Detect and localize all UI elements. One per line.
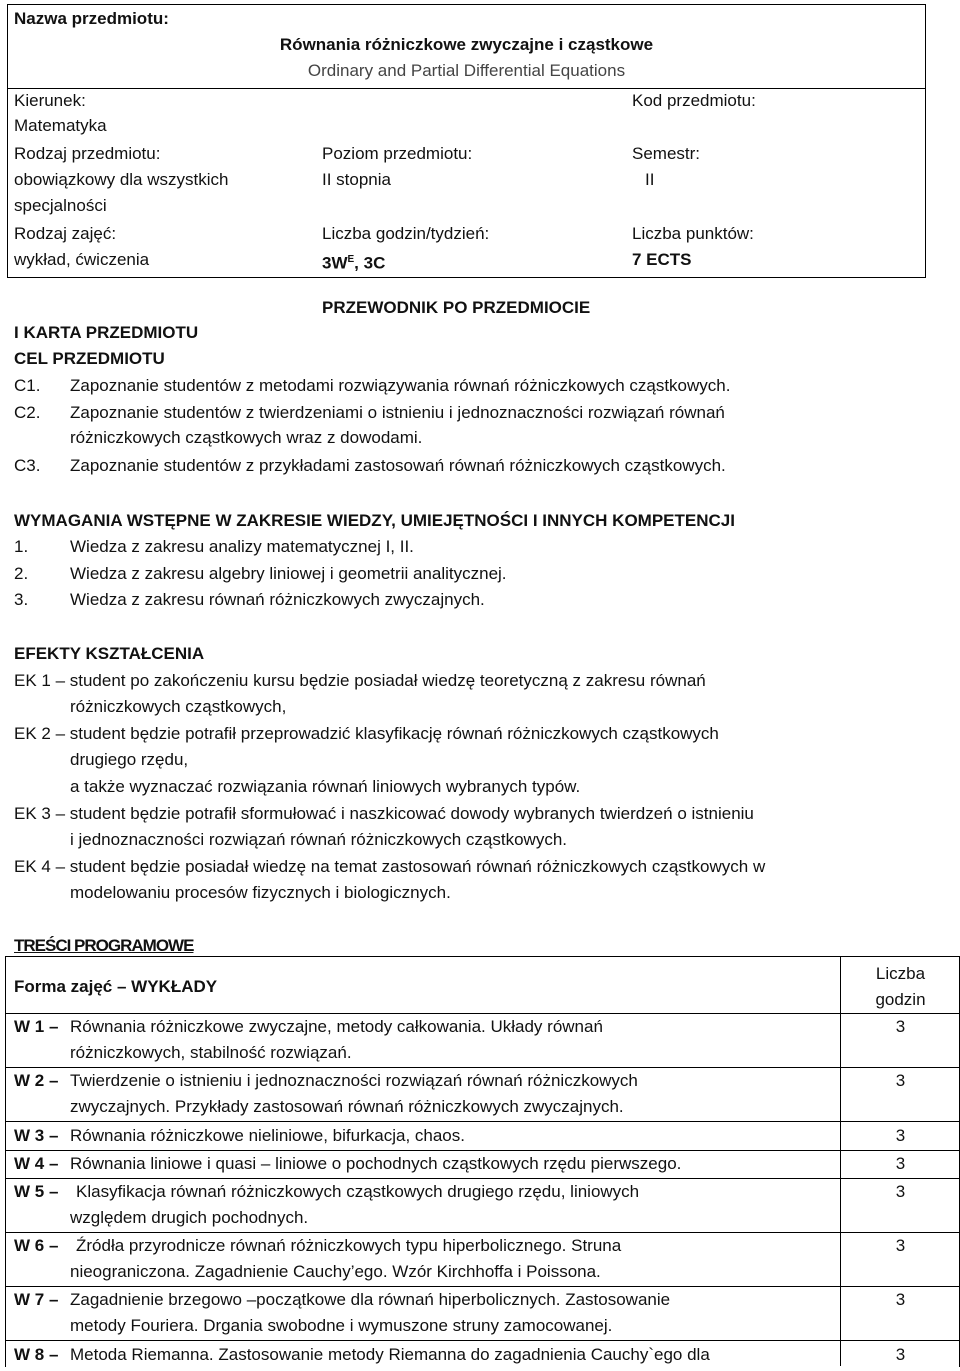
lecture-topic-cont: względem drugich pochodnych. <box>70 1208 309 1227</box>
course-type-value: obowiązkowy dla wszystkich <box>14 170 229 189</box>
lecture-hours: 3 <box>895 1017 906 1036</box>
lecture-topic-cont: nieograniczona. Zagadnienie Cauchy’ego. Wzór Kirchhoffa i Poissona. <box>70 1262 601 1281</box>
lecture-topic: Równania różniczkowe nieliniowe, bifurkacja, chaos. <box>70 1126 465 1145</box>
outcomes-heading: EFEKTY KSZTAŁCENIA <box>14 644 205 663</box>
direction-label: Kierunek: <box>14 91 86 110</box>
hours-header-cont: godzin <box>875 990 926 1009</box>
lecture-code: W 8 – <box>14 1345 59 1364</box>
goal-code: C2. <box>14 403 41 422</box>
course-type-value-cont: specjalności <box>14 196 107 215</box>
lecture-code: W 6 – <box>14 1236 59 1255</box>
program-heading: TREŚCI PROGRAMOWE <box>14 936 194 955</box>
lecture-topic: Twierdzenie o istnieniu i jednoznaczności rozwiązań równań różniczkowych <box>70 1071 638 1090</box>
lecture-topic-cont: metody Fouriera. Drgania swobodne i wymuszone struny zamocowanej. <box>70 1316 613 1335</box>
course-title-pl: Równania różniczkowe zwyczajne i cząstkowe <box>279 35 654 54</box>
lecture-code: W 5 – <box>14 1182 59 1201</box>
requirements-heading: WYMAGANIA WSTĘPNE W ZAKRESIE WIEDZY, UMIEJĘTNOŚCI I INNYCH KOMPETENCJI <box>14 511 735 530</box>
semester-value: II <box>645 170 655 189</box>
hours-label: Liczba godzin/tydzień: <box>322 224 490 243</box>
outcome-text-cont: a także wyznaczać rozwiązania równań liniowych wybranych typów. <box>70 777 581 796</box>
goal-code: C3. <box>14 456 41 475</box>
lecture-topic: Klasyfikacja równań różniczkowych cząstkowych drugiego rzędu, liniowych <box>76 1182 640 1201</box>
card-heading: I KARTA PRZEDMIOTU <box>14 323 199 342</box>
goal-text: Zapoznanie studentów z metodami rozwiązywania równań różniczkowych cząstkowych. <box>70 376 731 395</box>
lecture-topic: Zagadnienie brzegowo –początkowe dla równań hiperbolicznych. Zastosowanie <box>70 1290 671 1309</box>
lecture-topic-cont: zwyczajnych. Przykłady zastosowań równań różniczkowych zwyczajnych. <box>70 1097 624 1116</box>
lecture-topic: Metoda Riemanna. Zastosowanie metody Riemanna do zagadnienia Cauchy`ego dla <box>70 1345 710 1364</box>
lecture-hours: 3 <box>895 1345 906 1364</box>
requirement-code: 3. <box>14 590 29 609</box>
hours-value: $3W^E$, 3C <box>322 253 386 273</box>
row-divider <box>5 1178 960 1179</box>
row-divider <box>5 1121 960 1122</box>
outcome-text: EK 1 – student po zakończeniu kursu będzie posiadał wiedzę teoretyczną z zakresu równań <box>14 671 706 690</box>
outcome-text-cont: i jednoznaczności rozwiązań równań różniczkowych cząstkowych. <box>70 830 567 849</box>
course-title-en: Ordinary and Partial Differential Equations <box>307 61 626 80</box>
row-divider <box>5 1067 960 1068</box>
lecture-hours: 3 <box>895 1290 906 1309</box>
lecture-hours: 3 <box>895 1071 906 1090</box>
points-value: 7 ECTS <box>632 250 692 269</box>
classes-value: wykład, ćwiczenia <box>14 250 150 269</box>
course-code-label: Kod przedmiotu: <box>632 91 756 110</box>
outcome-text: EK 2 – student będzie potrafił przeprowadzić klasyfikację równań różniczkowych cząstkowych <box>14 724 719 743</box>
row-divider <box>5 1232 960 1233</box>
outcome-text: EK 3 – student będzie potrafił sformułować i naszkicować dowody wybranych twierdzeń o istnieniu <box>14 804 754 823</box>
level-value: II stopnia <box>322 170 391 189</box>
course-name-label: Nazwa przedmiotu: <box>14 9 169 28</box>
direction-value: Matematyka <box>14 116 107 135</box>
requirement-text: Wiedza z zakresu algebry liniowej i geometrii analitycznej. <box>70 564 507 583</box>
goal-text-cont: różniczkowych cząstkowych wraz z dowodami. <box>70 428 423 447</box>
outcome-text: EK 4 – student będzie posiadał wiedzę na temat zastosowań równań różniczkowych cząstkowych w <box>14 857 766 876</box>
lecture-code: W 3 – <box>14 1126 59 1145</box>
lecture-code: W 1 – <box>14 1017 59 1036</box>
hours-header: Liczba <box>875 964 926 983</box>
lecture-code: W 7 – <box>14 1290 59 1309</box>
points-label: Liczba punktów: <box>632 224 754 243</box>
row-divider <box>5 1340 960 1341</box>
lecture-hours: 3 <box>895 1154 906 1173</box>
lecture-topic: Równania liniowe i quasi – liniowe o pochodnych cząstkowych rzędu pierwszego. <box>70 1154 682 1173</box>
divider <box>7 88 926 89</box>
lecture-topic: Źródła przyrodnicze równań różniczkowych typu hiperbolicznego. Struna <box>76 1236 622 1255</box>
goal-heading: CEL PRZEDMIOTU <box>14 349 165 368</box>
lecture-hours: 3 <box>895 1182 906 1201</box>
requirement-code: 2. <box>14 564 29 583</box>
outcome-text-cont: drugiego rzędu, <box>70 750 189 769</box>
guide-heading: PRZEWODNIK PO PRZEDMIOCIE <box>322 298 591 317</box>
lecture-hours: 3 <box>895 1126 906 1145</box>
row-divider <box>5 1013 960 1014</box>
goal-code: C1. <box>14 376 41 395</box>
requirement-text: Wiedza z zakresu analizy matematycznej I, II. <box>70 537 414 556</box>
goal-text: Zapoznanie studentów z przykładami zastosowań równań różniczkowych cząstkowych. <box>70 456 726 475</box>
lecture-topic-cont: różniczkowych, stabilność rozwiązań. <box>70 1043 352 1062</box>
outcome-text-cont: różniczkowych cząstkowych, <box>70 697 287 716</box>
goal-text: Zapoznanie studentów z twierdzeniami o istnieniu i jednoznaczności rozwiązań równań <box>70 403 725 422</box>
lecture-code: W 2 – <box>14 1071 59 1090</box>
semester-label: Semestr: <box>632 144 701 163</box>
course-type-label: Rodzaj przedmiotu: <box>14 144 161 163</box>
lectures-form-label: Forma zajęć – WYKŁADY <box>14 977 218 996</box>
lecture-hours: 3 <box>895 1236 906 1255</box>
requirement-text: Wiedza z zakresu równań różniczkowych zwyczajnych. <box>70 590 485 609</box>
classes-label: Rodzaj zajęć: <box>14 224 117 243</box>
requirement-code: 1. <box>14 537 29 556</box>
lecture-code: W 4 – <box>14 1154 59 1173</box>
level-label: Poziom przedmiotu: <box>322 144 473 163</box>
row-divider <box>5 1150 960 1151</box>
row-divider <box>5 1286 960 1287</box>
lecture-topic: Równania różniczkowe zwyczajne, metody całkowania. Układy równań <box>70 1017 603 1036</box>
outcome-text-cont: modelowaniu procesów fizycznych i biologicznych. <box>70 883 451 902</box>
